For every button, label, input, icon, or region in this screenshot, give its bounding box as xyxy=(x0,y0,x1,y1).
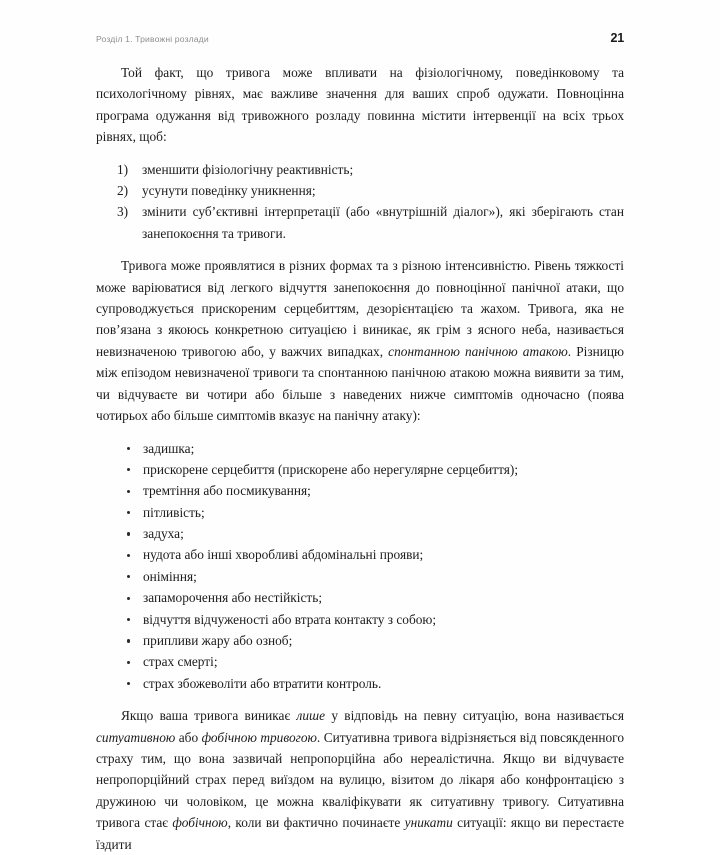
bullet-icon xyxy=(127,490,130,493)
paragraph-text-segment: . Різницю між епізодом невизначеної тривоги та спонтанною панічною атакою можна виявити за тим, чи відчуваєте ви чотири або більше з наведених нижче симптомів одночасно (поява чотирьох або більше симптомів вказує на панічну атаку): xyxy=(96,343,624,424)
list-item xyxy=(96,459,624,480)
list-marker: 3) xyxy=(117,204,129,220)
list-item xyxy=(96,159,624,180)
paragraph-text-segment: або xyxy=(175,729,202,745)
list-item-text: усунути поведінку уникнення; xyxy=(142,183,316,199)
list-item xyxy=(96,651,624,672)
bullet-icon xyxy=(127,575,130,578)
list-item xyxy=(96,544,624,565)
list-item-text: прискорене серцебиття (прискорене або нерегулярне серцебиття); xyxy=(143,461,519,477)
list-item-text: тремтіння або посмикування; xyxy=(143,483,311,499)
emphasis-avoid: уникати xyxy=(404,815,453,831)
bullet-icon xyxy=(127,468,130,471)
paragraph-intro: Той факт, що тривога може впливати на фізіологічному, поведінковому та психологічному рівнях, має важливе значення для ваших спроб одужати. Повноцінна програма одужання від тривожного розладу повинна містити інтервенції на всіх трьох рівнях, щоб: xyxy=(96,65,624,145)
paragraph-text-segment: ситуації: якщо ви перестаєте їздити xyxy=(96,815,624,852)
spacer xyxy=(96,148,624,159)
list-item-text: задишка; xyxy=(143,440,195,456)
list-item xyxy=(96,523,624,544)
emphasis-phobic-anxiety: фобічною тривогою xyxy=(201,729,317,745)
list-item xyxy=(96,673,624,694)
list-item-text: зменшити фізіологічну реактивність; xyxy=(142,161,354,177)
list-item xyxy=(96,609,624,630)
list-item xyxy=(96,480,624,501)
emphasis-situational: ситуативною xyxy=(96,729,176,745)
list-item-text: нудота або інші хворобливі абдомінальні прояви; xyxy=(143,547,424,563)
bullet-icon xyxy=(127,554,130,557)
body-text-column xyxy=(96,62,624,855)
list-item xyxy=(96,587,624,608)
paragraph-text-segment: Тривога може проявлятися в різних формах та з різною інтенсивністю. Рівень тяжкості може варіюватися від легкого відчуття занепокоєння до повноцінної панічної атаки, що супроводжується прискореним серцебиттям, дезорієнтацією та жахом. Тривога, яка не пов’язана з якоюсь конкретною ситуацією і виникає, як грім з ясного неба, називається невизначеною тривогою або, у важчих випадках, xyxy=(96,258,624,359)
list-item xyxy=(96,201,624,244)
bullet-icon xyxy=(127,661,130,664)
paragraph-situational-anxiety xyxy=(96,705,624,855)
list-item-text: оніміння; xyxy=(143,568,197,584)
spacer xyxy=(96,244,624,255)
paragraph-text-segment: , коли ви фактично починаєте xyxy=(227,815,405,831)
list-item-text: змінити суб’єктивні інтерпретації (або «внутрішній діалог»), які зберігають стан занепокоєння та тривоги. xyxy=(142,204,624,241)
paragraph-text-segment: Якщо ваша тривога виникає xyxy=(121,708,297,724)
running-head-chapter-title: Розділ 1. Тривожні розлади xyxy=(96,34,209,44)
bullet-icon xyxy=(127,532,130,535)
spacer xyxy=(96,427,624,438)
list-item-text: пітливість; xyxy=(143,504,205,520)
bullet-icon xyxy=(127,682,130,685)
page-number: 21 xyxy=(610,31,624,45)
list-item xyxy=(96,630,624,651)
list-item-text: задуха; xyxy=(143,526,184,542)
list-item xyxy=(96,438,624,459)
emphasis-phobic: фобічною xyxy=(172,815,228,831)
list-marker: 2) xyxy=(117,183,129,199)
list-item-text: запаморочення або нестійкість; xyxy=(143,590,323,606)
numbered-list-goals xyxy=(96,159,624,245)
bullet-icon xyxy=(127,639,130,642)
bulleted-list-symptoms xyxy=(96,438,624,695)
emphasis-only: лише xyxy=(296,708,326,724)
bullet-icon xyxy=(127,618,130,621)
list-item-text: припливи жару або озноб; xyxy=(143,633,293,649)
running-head xyxy=(96,31,624,47)
bullet-icon xyxy=(127,447,130,450)
paragraph-anxiety-forms xyxy=(96,255,624,426)
bullet-icon xyxy=(127,511,130,514)
emphasis-spontaneous-panic-attack: спонтанною панічною атакою xyxy=(388,343,568,359)
list-item xyxy=(96,180,624,201)
paragraph-text-segment: . Ситуативна тривога відрізняється від повсякденного страху тим, що вона зазвичай непропорційна або нереалістична. Якщо ви відчуваєте непропорційний страх перед виїздом на вулицю, візитом до лікаря або конфронтацією з дружиною чи чоловіком, це можна кваліфікувати як ситуативну тривогу. Ситуативна тривога стає xyxy=(96,729,624,831)
list-item-text: страх смерті; xyxy=(143,654,218,670)
list-item xyxy=(96,502,624,523)
spacer xyxy=(96,694,624,705)
paragraph-text-segment: у відповідь на певну ситуацію, вона називається xyxy=(325,708,624,724)
bullet-icon xyxy=(127,597,130,600)
list-marker: 1) xyxy=(117,161,129,177)
list-item-text: відчуття відчуженості або втрата контакту з собою; xyxy=(143,611,437,627)
list-item xyxy=(96,566,624,587)
list-item-text: страх збожеволіти або втратити контроль. xyxy=(143,675,382,691)
